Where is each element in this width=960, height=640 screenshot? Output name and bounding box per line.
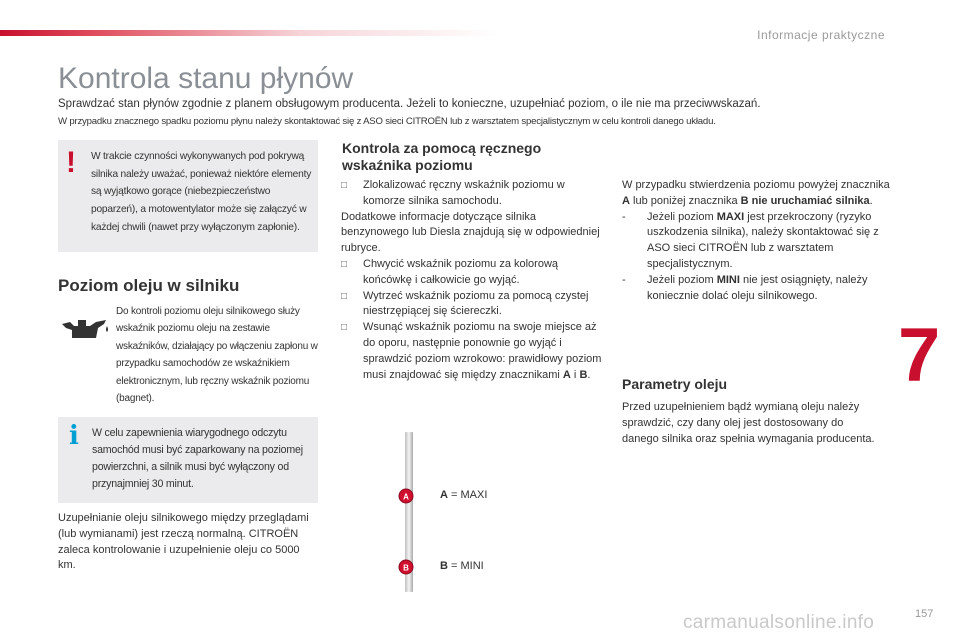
- step-text-end: .: [587, 368, 591, 381]
- checkbox-bullet-icon: □: [341, 258, 348, 270]
- oil-level-heading: Poziom oleju w silniku: [58, 276, 240, 295]
- warning-icon: !: [66, 146, 76, 179]
- checkbox-bullet-icon: □: [341, 180, 348, 191]
- dipstick-illustration: [394, 432, 424, 592]
- warning-box: [58, 140, 318, 252]
- marker-ref-a: A: [622, 194, 630, 207]
- engine-info-note: Dodatkowe informacje dotyczące silnika benzynowego lub Diesla znajdują się w odpowiedniej rubryce.: [341, 210, 600, 255]
- info-box: [58, 417, 318, 503]
- item-text: jest przekroczony (ryzyko uszkodzenia silnika), należy skontaktować się z ASO sieci CITROËN lub z warsztatem specjalistycznym.: [647, 210, 879, 270]
- oil-level-text: Do kontroli poziomu oleju silnikowego służy wskaźnik poziomu oleju na zestawie wskaźników, działający po włączeniu zapłonu w przypadku samochodów ze wskaźnikiem elektronicznym, lub ręczny wskaźnik poziomu (bagnet).: [116, 306, 318, 405]
- info-icon: i: [69, 421, 79, 451]
- list-item: [341, 257, 606, 289]
- item-text: Jeżeli poziom: [647, 273, 717, 286]
- step-text: Wytrzeć wskaźnik poziomu za pomocą czystej niestrzępiącej się ściereczki.: [363, 289, 589, 318]
- paragraph-text: W przypadku stwierdzenia poziomu powyżej znacznika: [622, 179, 890, 191]
- level-legend-a: [440, 489, 487, 501]
- step-text-join: i: [570, 368, 580, 381]
- manual-heading-line-2: wskaźnika poziomu: [342, 157, 473, 173]
- chapter-number: 7: [898, 313, 941, 398]
- dipstick-marker-a: A: [403, 492, 409, 502]
- level-legend-b: [440, 560, 484, 572]
- maxi-label: MAXI: [716, 210, 745, 223]
- step-text: Wsunąć wskaźnik poziomu na swoje miejsce aż do oporu, następnie ponownie go wyjąć i sprawdzić poziom wzrokowo: prawidłowy poziom musi znajdować się między znacznikami: [363, 321, 602, 381]
- marker-ref-b: B: [579, 368, 588, 381]
- mini-label: MINI: [716, 273, 740, 286]
- manual-heading-line-1: Kontrola za pomocą ręcznego: [342, 140, 542, 156]
- checkbox-bullet-icon: □: [341, 290, 348, 302]
- marker-ref-a: A: [562, 368, 571, 381]
- legend-b-letter: B: [440, 560, 448, 572]
- dash-bullet: -: [622, 273, 626, 286]
- paragraph-end: .: [869, 194, 873, 207]
- dash-bullet: -: [622, 210, 626, 223]
- checkbox-bullet-icon: □: [341, 322, 348, 334]
- list-item: [341, 289, 606, 321]
- oil-can-icon: [60, 316, 110, 344]
- warning-text: W trakcie czynności wykonywanych pod pokrywą silnika należy uważać, ponieważ niektóre elementy są wyjątkowo gorące (niebezpieczeństwo poparzeń), a motowentylator może się załączyć w każdej chwili (nawet przy wyłączonym zapłonie).: [91, 151, 312, 233]
- outside-range-paragraph: [622, 178, 892, 210]
- item-text: nie jest osiągnięty, należy koniecznie dolać oleju silnikowego.: [647, 273, 868, 302]
- list-item: [341, 178, 606, 210]
- item-text: Jeżeli poziom: [647, 210, 717, 223]
- legend-a-letter: A: [440, 489, 448, 501]
- legend-b-value: = MINI: [447, 560, 484, 572]
- step-text: Zlokalizować ręczny wskaźnik poziomu w komorze silnika samochodu.: [363, 179, 565, 207]
- step-text: Chwycić wskaźnik poziomu za kolorową końcówkę i całkowicie go wyjąć.: [363, 257, 559, 286]
- oil-parameters-text: Przed uzupełnieniem bądź wymianą oleju należy sprawdzić, czy dany olej jest dostosowany do danego silnika oraz spełnia wymagania producenta.: [622, 401, 875, 445]
- level-outside-range-text: [622, 178, 892, 304]
- manual-dipstick-heading: [342, 140, 541, 174]
- page-number: 157: [915, 608, 934, 620]
- info-text: W celu zapewnienia wiarygodnego odczytu samochód musi być zaparkowany na poziomej powierzchni, a silnik musi być wyłączony od przynajmniej 30 minut.: [92, 427, 303, 490]
- page-title: Kontrola stanu płynów: [58, 62, 354, 95]
- section-header: Informacje praktyczne: [757, 28, 885, 42]
- oil-refill-note: Uzupełnianie oleju silnikowego między przeglądami (lub wymianami) jest rzeczą normalną. CITROËN zaleca kontrolowanie i uzupełnienie oleju co 5000 km.: [58, 512, 309, 572]
- list-item: [622, 273, 892, 305]
- manual-dipstick-body: [341, 178, 606, 383]
- list-item: [341, 320, 606, 383]
- paragraph-text: lub poniżej znacznika: [629, 194, 741, 207]
- top-accent-bar: [0, 30, 500, 36]
- oil-parameters-heading: Parametry oleju: [622, 376, 728, 392]
- do-not-start-warning: B nie uruchamiać silnika: [740, 194, 870, 207]
- dipstick-marker-b: B: [403, 563, 409, 573]
- legend-a-value: = MAXI: [447, 489, 488, 501]
- watermark: carmanualsonline.info: [683, 612, 875, 633]
- intro-line-2: W przypadku znacznego spadku poziomu płynu należy skontaktować się z ASO sieci CITROËN lub z warsztatem specjalistycznym w celu kontroli danego układu.: [58, 116, 716, 127]
- list-item: [622, 210, 892, 273]
- intro-line-1: Sprawdzać stan płynów zgodnie z planem obsługowym producenta. Jeżeli to konieczne, uzupełniać poziom, o ile nie ma przeciwwskazań.: [58, 98, 761, 110]
